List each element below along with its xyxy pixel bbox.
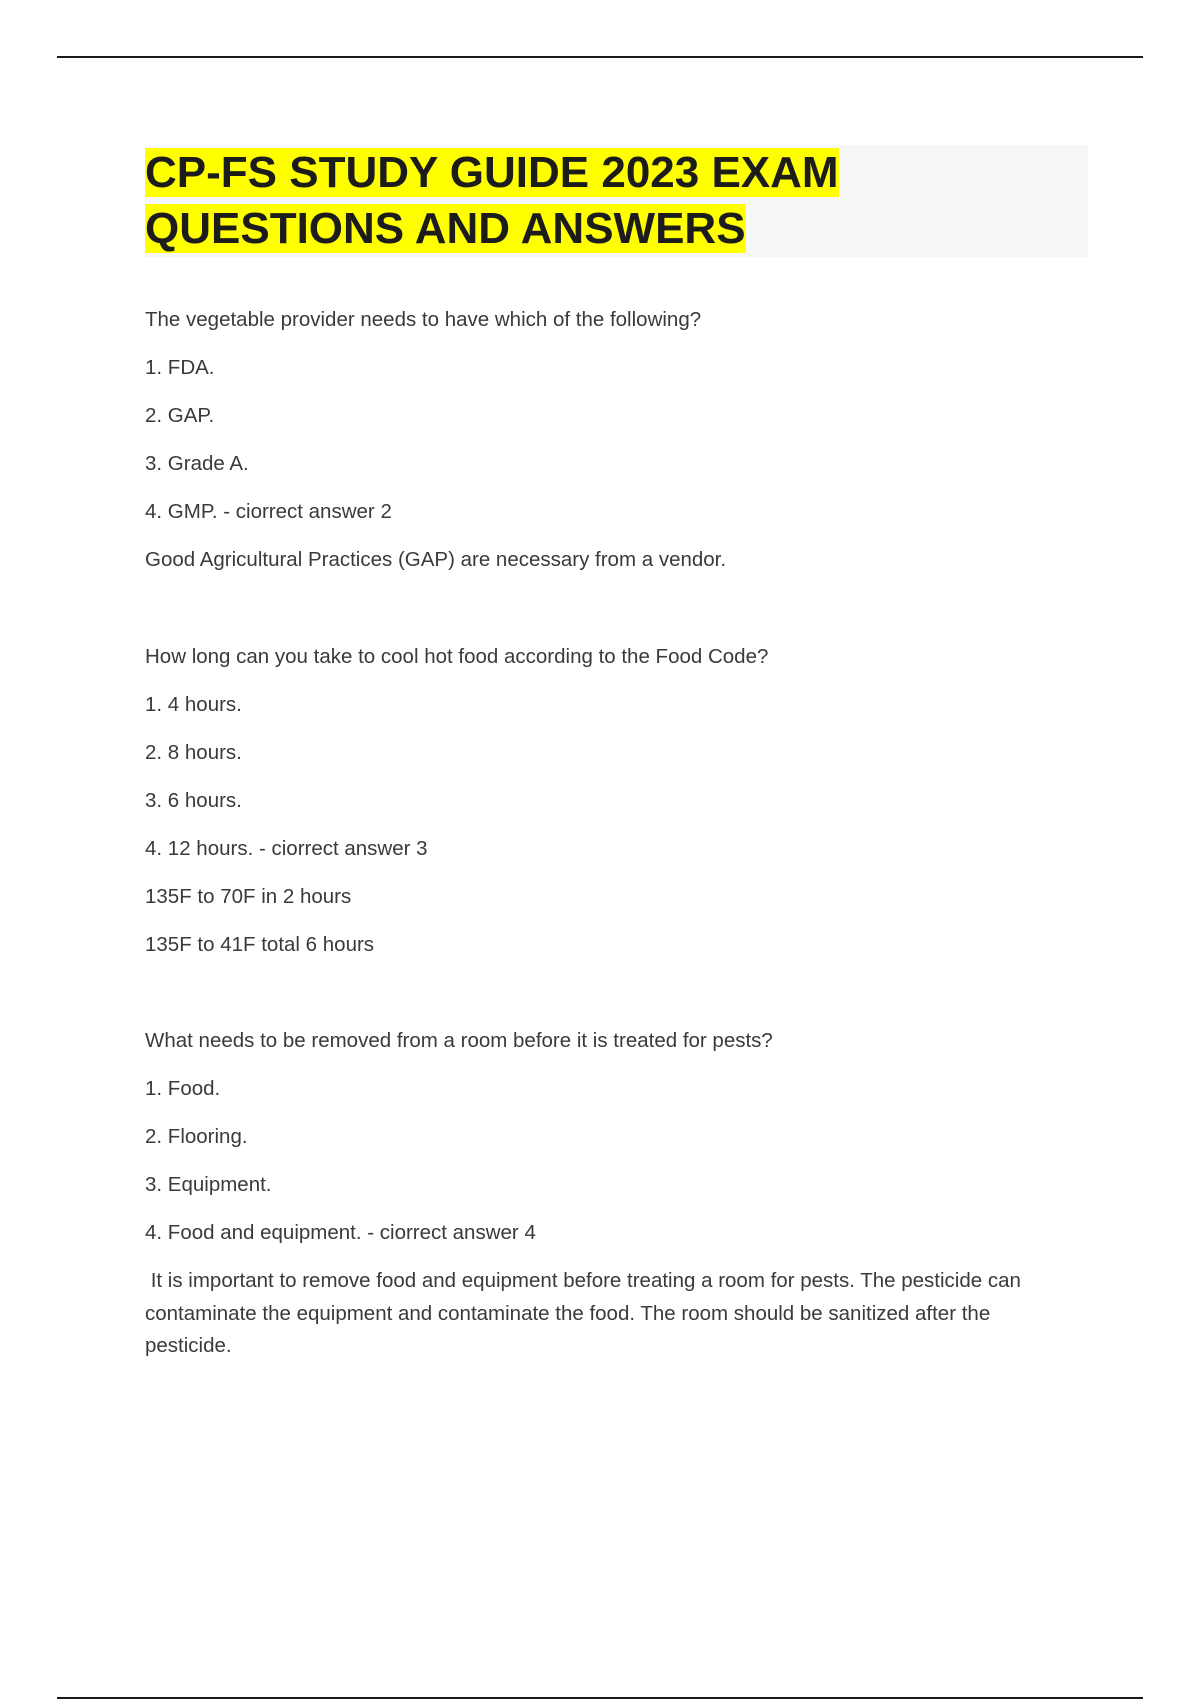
answer-option: 1. Food.	[145, 1077, 221, 1100]
explanation-paragraph: It is important to remove food and equipment before treating a room for pests. The pesticide can contaminate the equipment and contaminate the food. The room should be sanitized after the pesticide.	[145, 1269, 1027, 1357]
document-page	[145, 145, 1088, 1363]
question-block-2	[145, 645, 1088, 957]
answer-option-correct: 4. 12 hours. - ciorrect answer 3	[145, 837, 428, 860]
title-line-1: CP-FS STUDY GUIDE 2023 EXAM	[145, 148, 839, 197]
answer-option: 3. 6 hours.	[145, 789, 242, 812]
answer-option: 3. Grade A.	[145, 452, 249, 475]
answer-option-correct: 4. Food and equipment. - ciorrect answer 4	[145, 1221, 536, 1244]
question-text: What needs to be removed from a room before it is treated for pests?	[145, 1029, 773, 1052]
answer-option: 2. 8 hours.	[145, 741, 242, 764]
explanation-text: 135F to 70F in 2 hours	[145, 885, 352, 908]
document-title	[145, 145, 1088, 257]
answer-option: 2. GAP.	[145, 404, 215, 427]
answer-option: 2. Flooring.	[145, 1125, 248, 1148]
answer-option: 1. 4 hours.	[145, 693, 242, 716]
footer-rule	[57, 1697, 1143, 1699]
explanation-text: Good Agricultural Practices (GAP) are necessary from a vendor.	[145, 548, 727, 571]
question-block-3	[145, 1029, 1088, 1363]
answer-option: 1. FDA.	[145, 356, 215, 379]
question-text: The vegetable provider needs to have which of the following?	[145, 308, 702, 331]
title-line-2: QUESTIONS AND ANSWERS	[145, 204, 746, 253]
header-rule	[57, 56, 1143, 58]
title-box	[145, 145, 1088, 257]
answer-option-correct: 4. GMP. - ciorrect answer 2	[145, 500, 392, 523]
answer-option: 3. Equipment.	[145, 1173, 272, 1196]
question-block-1	[145, 308, 1088, 572]
question-text: How long can you take to cool hot food according to the Food Code?	[145, 645, 769, 668]
explanation-text: 135F to 41F total 6 hours	[145, 933, 375, 956]
